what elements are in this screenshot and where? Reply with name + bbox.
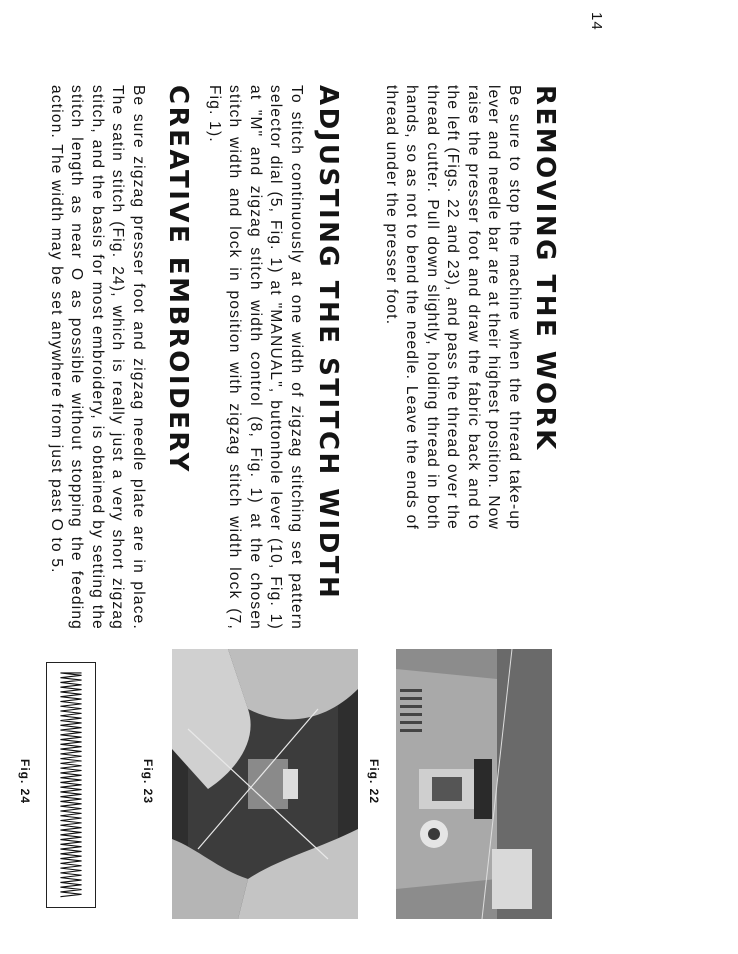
fig24-caption: Fig. 24 <box>18 759 32 805</box>
fig23-caption: Fig. 23 <box>141 759 155 805</box>
fig24-satin-stitch-sample <box>46 662 96 908</box>
satin-stitch-icon <box>47 663 95 907</box>
fig22-caption: Fig. 22 <box>367 759 381 805</box>
paragraph-removing-the-work: Be sure to stop the machine when the thread take-up lever and needle bar are at their highest position. Now raise the presser foot and draw the fabric back and to the left (Figs. 22 and 23), and pass the thread over the thread cutter. Pull down slightly, holding thread in both hands, so as not to bend the needle. Leave the ends of thread under the presser foot. <box>383 85 523 530</box>
fig23-photo <box>172 649 358 919</box>
paragraph-creative-embroidery: Be sure zigzag presser foot and zigzag needle plate are in place. The satin stitch (Fig. 24), which is really just a very short zigzag stitch, and the basis for most embroidery, is obtained by setting the stitch length as near O as possible without stopping the feeding action. The width may be set anywhere from just past O to 5. <box>48 85 147 630</box>
heading-adjusting-stitch-width: ADJUSTING THE STITCH WIDTH <box>313 85 343 601</box>
paragraph-adjusting-stitch-width: To stitch continuously at one width of zigzag stitching set pattern selector dial (5, Fig. 1) at "MANUAL", buttonhole lever (10, Fig. 1) at "M" and zigzag stitch width control (8, Fig. 1) at the chosen stitch width and lock in position with zigzag stitch width lock (7, Fig. 1). <box>206 85 305 630</box>
heading-creative-embroidery: CREATIVE EMBROIDERY <box>163 85 193 474</box>
page-number: 14 <box>588 12 605 31</box>
heading-removing-the-work: REMOVING THE WORK <box>530 85 560 452</box>
fig22-photo <box>396 649 552 919</box>
